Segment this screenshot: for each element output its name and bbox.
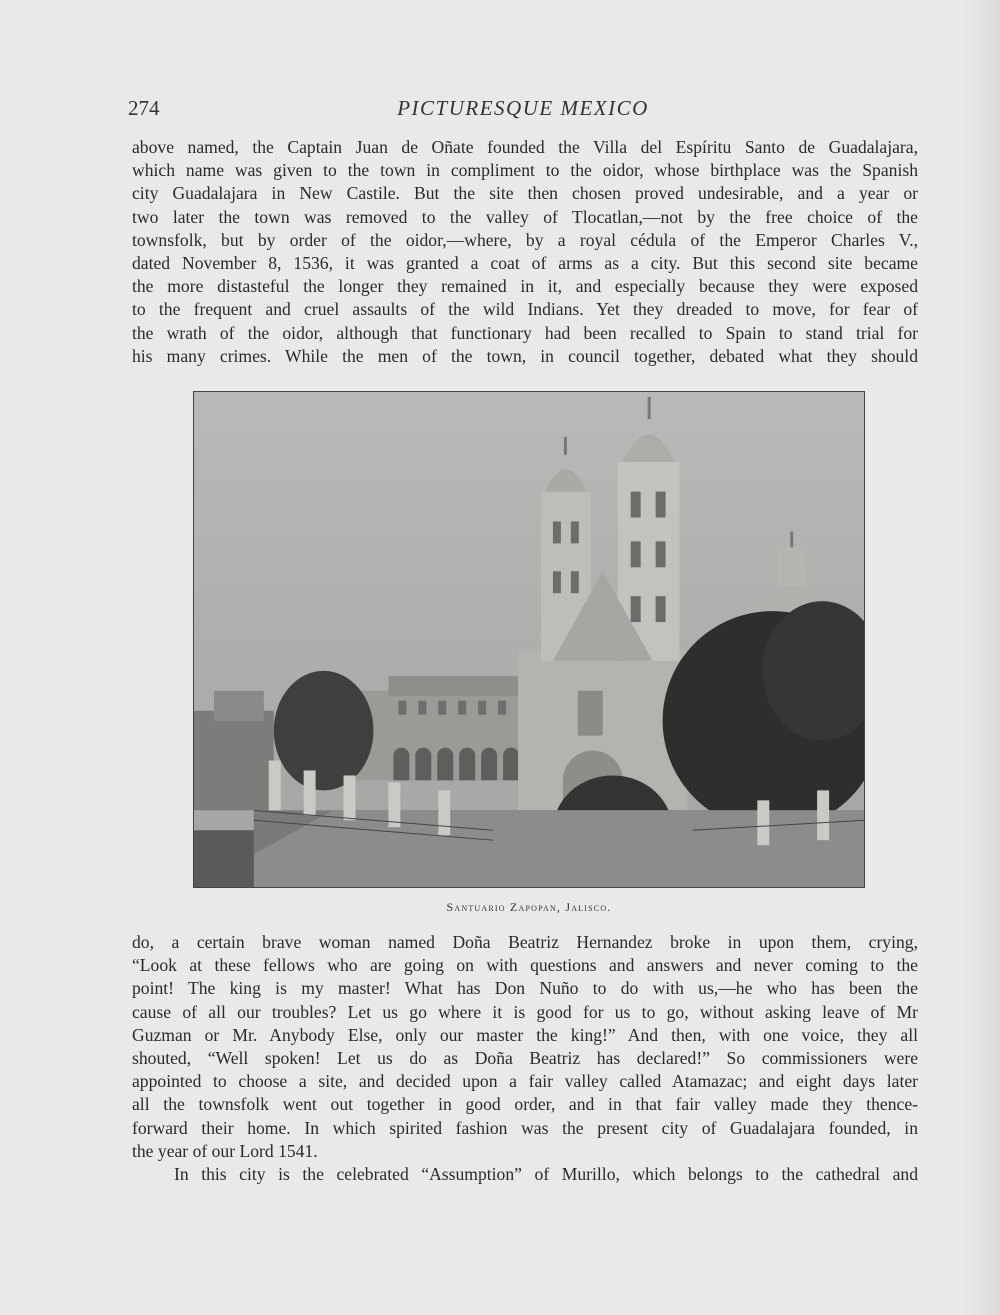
text-line: to the frequent and cruel assaults of the wild Indians. Yet they dreaded to move, for fear of	[132, 299, 918, 320]
figure-caption: Santuario Zapopan, Jalisco.	[446, 900, 612, 914]
text-line: do, a certain brave woman named Doña Beatriz Hernandez broke in upon them, crying,	[132, 932, 918, 952]
text-line: forward their home. In which spirited fashion was the present city of Guadalajara founded, in	[132, 1117, 918, 1138]
body-text-bottom	[132, 931, 918, 1186]
text-line: point! The king is my master! What has Don Nuño to do with us,—he who has been the	[132, 978, 918, 999]
text-line: cause of all our troubles? Let us go where it is good for us to go, without asking leave of Mr	[132, 1001, 918, 1022]
text-line: the wrath of the oidor, although that functionary had been recalled to Spain to stand trial for	[132, 322, 918, 343]
text-line: the year of our Lord 1541.	[132, 1140, 318, 1161]
text-line: shouted, “Well spoken! Let us do as Doña Beatriz has declared!” So commissioners were	[132, 1047, 918, 1068]
text-line: his many crimes. While the men of the town, in council together, debated what they should	[132, 345, 918, 366]
text-line: city Guadalajara in New Castile. But the site then chosen proved undesirable, and a year or	[132, 183, 918, 204]
body-text-top	[132, 136, 918, 368]
running-title: PICTURESQUE MEXICO	[397, 96, 649, 120]
text-line: Guzman or Mr. Anybody Else, only our master the king!” And then, with one voice, they all	[132, 1024, 918, 1045]
text-line: the more distasteful the longer they remained in it, and especially because they were exposed	[132, 276, 918, 297]
church-photo-illustration	[194, 392, 864, 887]
text-line: “Look at these fellows who are going on with questions and answers and never coming to the	[132, 955, 918, 976]
photograph-santuario	[193, 391, 865, 888]
paragraph-start-line: In this city is the celebrated “Assumption” of Murillo, which belongs to the cathedral and	[174, 1163, 918, 1184]
text-line: above named, the Captain Juan de Oñate founded the Villa del Espíritu Santo de Guadalajara,	[132, 137, 918, 157]
text-line: which name was given to the town in compliment to the oidor, whose birthplace was the Spanish	[132, 160, 918, 181]
page-edge-shadow	[960, 0, 1000, 1315]
page-header	[128, 96, 918, 124]
text-line: all the townsfolk went out together in good order, and in that fair valley made they thence-	[132, 1094, 918, 1115]
text-line: appointed to choose a site, and decided upon a fair valley called Atamazac; and eight days later	[132, 1071, 918, 1092]
page-number: 274	[128, 96, 160, 120]
text-line: two later the town was removed to the valley of Tlocatlan,—not by the free choice of the	[132, 206, 918, 227]
text-line: dated November 8, 1536, it was granted a coat of arms as a city. But this second site became	[132, 252, 918, 273]
text-line: townsfolk, but by order of the oidor,—where, by a royal cédula of the Emperor Charles V.,	[132, 229, 918, 250]
